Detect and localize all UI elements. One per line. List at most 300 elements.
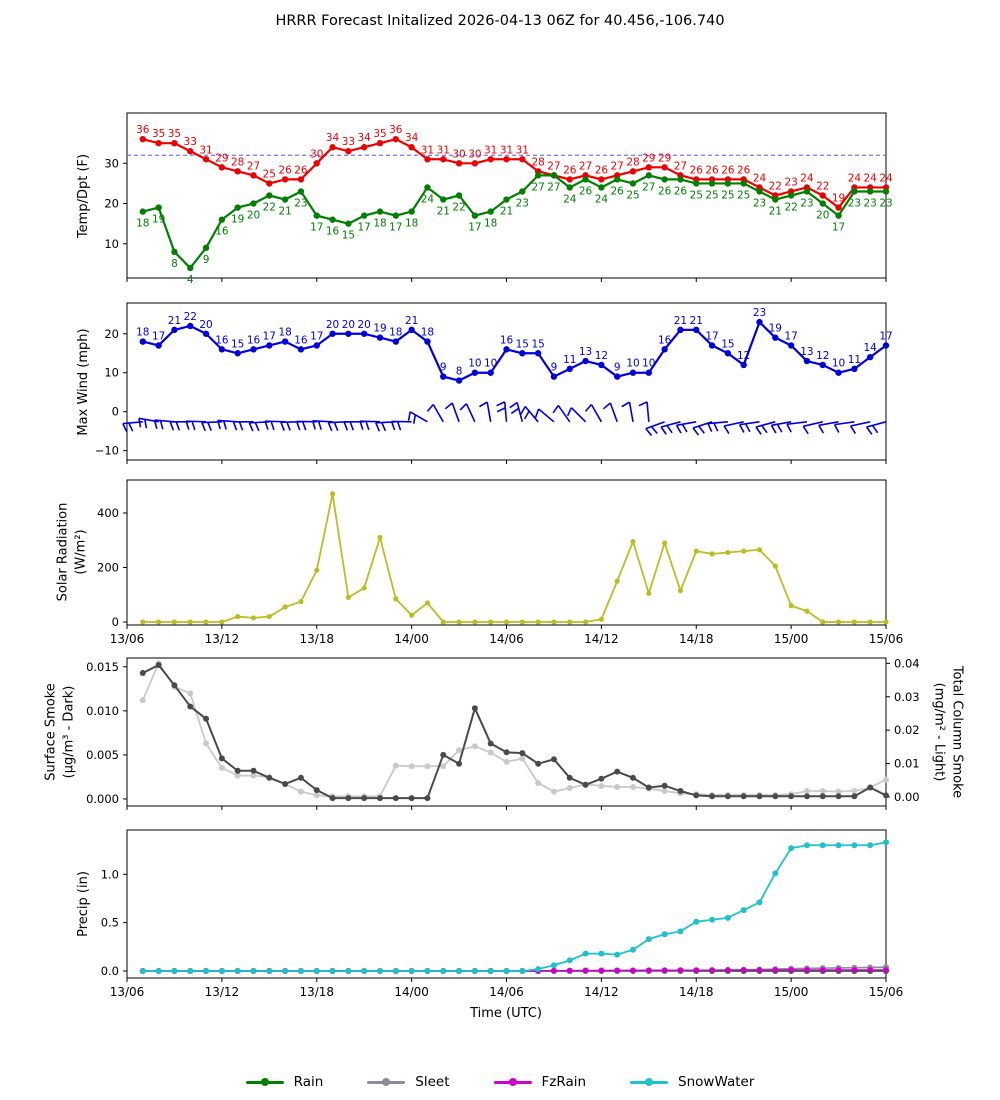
dewpoint-marker bbox=[567, 184, 573, 190]
temperature-value-label: 27 bbox=[547, 160, 561, 173]
surface-smoke-marker bbox=[345, 795, 351, 801]
max-wind-value-label: 17 bbox=[705, 330, 719, 343]
dewpoint-value-label: 26 bbox=[657, 185, 672, 198]
solar-radiation-marker bbox=[694, 549, 699, 554]
max-wind-marker bbox=[456, 377, 462, 383]
dewpoint-marker bbox=[219, 216, 225, 222]
dewpoint-value-label: 22 bbox=[262, 201, 276, 214]
wind-barb-flag bbox=[661, 427, 666, 434]
max-wind-value-label: 13 bbox=[800, 346, 814, 359]
temperature-value-label: 29 bbox=[642, 152, 656, 165]
temperature-marker bbox=[377, 140, 383, 146]
x-tick-label: 13/18 bbox=[299, 632, 335, 646]
solar-radiation-marker bbox=[709, 551, 714, 556]
surface-smoke-marker bbox=[472, 705, 478, 711]
wind-barb-flag bbox=[851, 426, 856, 434]
max-wind-value-label: 17 bbox=[151, 330, 166, 343]
temperature-value-label: 31 bbox=[436, 144, 450, 157]
max-wind-marker bbox=[867, 354, 873, 360]
dewpoint-value-label: 27 bbox=[531, 181, 545, 194]
sleet-line-swatch bbox=[367, 1081, 405, 1084]
temperature-value-label: 31 bbox=[515, 144, 529, 157]
surface-smoke-marker bbox=[598, 776, 604, 782]
wind-barb-flag bbox=[409, 412, 411, 421]
solar-radiation-marker bbox=[852, 619, 857, 624]
snowwater-marker bbox=[836, 842, 842, 848]
y-tick-label: 0.5 bbox=[100, 915, 119, 930]
dewpoint-value-label: 25 bbox=[689, 189, 703, 202]
max-wind-marker bbox=[677, 327, 683, 333]
surface-smoke-marker bbox=[393, 795, 399, 801]
column-smoke-marker bbox=[424, 763, 430, 769]
y-tick-label: 20 bbox=[104, 326, 119, 341]
temperature-marker bbox=[567, 176, 573, 182]
temperature-marker bbox=[519, 156, 525, 162]
legend-item-sleet bbox=[367, 1074, 449, 1090]
snowwater-line-swatch bbox=[630, 1081, 668, 1084]
dewpoint-marker bbox=[408, 208, 414, 214]
max-wind-value-label: 17 bbox=[784, 330, 798, 343]
max-wind-marker bbox=[820, 362, 826, 368]
surface-smoke-marker bbox=[330, 795, 336, 801]
solar-radiation-marker bbox=[203, 619, 208, 624]
y-tick-label: −10 bbox=[94, 443, 119, 458]
fzrain-marker bbox=[867, 967, 873, 973]
solar-radiation-marker bbox=[883, 619, 888, 624]
wind-barb-flag bbox=[123, 424, 127, 432]
dewpoint-value-label: 23 bbox=[863, 197, 877, 210]
max-wind-marker bbox=[234, 350, 240, 356]
max-wind-value-label: 21 bbox=[404, 314, 419, 327]
wind-barb-flag bbox=[224, 421, 226, 430]
solar-radiation-marker bbox=[646, 591, 651, 596]
y-tick-label: 10 bbox=[104, 365, 119, 380]
temperature-value-label: 35 bbox=[151, 128, 166, 141]
y-tick-label: 200 bbox=[97, 560, 119, 575]
surface-smoke-marker bbox=[772, 793, 778, 799]
time-axis-label: Time (UTC) bbox=[470, 1006, 542, 1021]
wind-barb-flag bbox=[714, 423, 718, 431]
wind-barb bbox=[610, 403, 617, 422]
dewpoint-value-label: 21 bbox=[278, 205, 292, 218]
temp-y-axis-label: Temp/Dpt (F) bbox=[76, 153, 92, 239]
wind-barb-flag bbox=[646, 429, 652, 436]
snowwater-marker bbox=[330, 968, 336, 974]
y-tick-label-right: 0.01 bbox=[894, 756, 920, 771]
x-tick-label: 15/06 bbox=[868, 632, 904, 646]
dewpoint-value-label: 17 bbox=[310, 221, 324, 234]
max-wind-value-label: 17 bbox=[310, 330, 324, 343]
max-wind-value-label: 20 bbox=[357, 318, 371, 331]
max-wind-marker bbox=[329, 331, 335, 337]
max-wind-marker bbox=[440, 373, 446, 379]
temperature-value-label: 23 bbox=[784, 176, 798, 189]
temperature-value-label: 27 bbox=[578, 160, 593, 173]
dewpoint-value-label: 20 bbox=[246, 209, 261, 222]
dewpoint-value-label: 27 bbox=[547, 181, 561, 194]
temperature-value-label: 31 bbox=[484, 144, 498, 157]
smoke-right-y-axis-label: Total Column Smoke (mg/m² - Light) bbox=[932, 665, 965, 799]
dewpoint-marker bbox=[314, 212, 320, 218]
solar-radiation-marker bbox=[140, 619, 145, 624]
wind-barb bbox=[591, 405, 601, 422]
surface-smoke-marker bbox=[788, 793, 794, 799]
surface-smoke-marker bbox=[883, 792, 889, 798]
max-wind-value-label: 9 bbox=[550, 361, 558, 374]
temperature-marker bbox=[329, 144, 335, 150]
temperature-value-label: 24 bbox=[863, 172, 877, 185]
max-wind-value-label: 16 bbox=[246, 334, 261, 347]
solar-radiation-marker bbox=[156, 619, 161, 624]
dewpoint-marker bbox=[582, 176, 588, 182]
wind-barb-flag bbox=[777, 424, 782, 432]
snowwater-marker bbox=[630, 947, 636, 953]
temperature-value-label: 22 bbox=[816, 180, 830, 193]
snowwater-marker bbox=[598, 951, 604, 957]
max-wind-marker bbox=[282, 338, 288, 344]
dewpoint-marker bbox=[535, 172, 541, 178]
dewpoint-marker bbox=[756, 188, 762, 194]
snowwater-marker bbox=[804, 842, 810, 848]
surface-smoke-marker bbox=[677, 788, 683, 794]
dewpoint-value-label: 26 bbox=[610, 185, 624, 198]
fzrain-marker bbox=[693, 967, 699, 973]
max-wind-marker bbox=[725, 350, 731, 356]
max-wind-value-label: 15 bbox=[531, 338, 545, 351]
solar-radiation-marker bbox=[820, 619, 825, 624]
max-wind-marker bbox=[614, 373, 620, 379]
surface-smoke-marker bbox=[314, 787, 320, 793]
temperature-value-label: 28 bbox=[231, 156, 245, 169]
wind-barb-flag bbox=[622, 402, 630, 407]
temperature-marker bbox=[661, 164, 667, 170]
solar-radiation-line bbox=[143, 494, 886, 622]
column-smoke-marker bbox=[409, 763, 415, 769]
max-wind-marker bbox=[693, 327, 699, 333]
legend-label-snowwater: SnowWater bbox=[678, 1074, 755, 1090]
temperature-marker bbox=[440, 156, 446, 162]
wind-barb-flag bbox=[376, 423, 380, 431]
temperature-value-label: 26 bbox=[689, 164, 703, 177]
wind-barb-flag bbox=[129, 423, 133, 431]
snowwater-marker bbox=[535, 966, 541, 972]
max-wind-value-label: 18 bbox=[389, 326, 403, 339]
snowwater-marker bbox=[345, 968, 351, 974]
temperature-value-label: 34 bbox=[325, 132, 340, 145]
solar-radiation-marker bbox=[615, 579, 620, 584]
max-wind-value-label: 12 bbox=[737, 349, 751, 362]
dewpoint-marker bbox=[361, 212, 367, 218]
dewpoint-value-label: 16 bbox=[325, 225, 340, 238]
max-wind-value-label: 15 bbox=[515, 338, 529, 351]
y-tick-label: 0.010 bbox=[86, 703, 119, 718]
x-tick-label: 14/06 bbox=[489, 985, 524, 999]
wind-barb-flag bbox=[682, 424, 687, 432]
max-wind-value-label: 14 bbox=[863, 342, 877, 355]
temperature-marker bbox=[203, 156, 209, 162]
wind-barb-flag bbox=[693, 428, 699, 435]
dewpoint-marker bbox=[551, 172, 557, 178]
max-wind-marker bbox=[140, 338, 146, 344]
wind-barb-flag bbox=[867, 427, 872, 434]
wind-barb-flag bbox=[398, 422, 401, 431]
surface-smoke-marker bbox=[646, 785, 652, 791]
solar-radiation-marker bbox=[741, 549, 746, 554]
temperature-value-label: 36 bbox=[389, 124, 403, 137]
snowwater-marker bbox=[788, 845, 794, 851]
max-wind-marker bbox=[155, 342, 161, 348]
wind-barb-flag bbox=[667, 425, 672, 432]
max-wind-value-label: 16 bbox=[294, 334, 308, 347]
max-wind-value-label: 10 bbox=[626, 357, 640, 370]
fzrain-marker bbox=[677, 967, 683, 973]
snowwater-marker bbox=[820, 842, 826, 848]
wind-barb-flag bbox=[835, 425, 839, 433]
fzrain-marker bbox=[804, 967, 810, 973]
solar-radiation-marker bbox=[488, 619, 493, 624]
wind-barb bbox=[433, 405, 443, 422]
surface-smoke-marker bbox=[504, 749, 510, 755]
wind-barb-flag bbox=[202, 423, 205, 431]
max-wind-value-label: 9 bbox=[439, 361, 447, 374]
max-wind-marker bbox=[519, 350, 525, 356]
wind-barb-flag bbox=[771, 425, 776, 433]
temperature-value-label: 36 bbox=[136, 124, 150, 137]
solar-radiation-marker bbox=[298, 599, 303, 604]
wind-barb bbox=[313, 421, 333, 422]
wind-barb-flag bbox=[479, 402, 487, 407]
surface-smoke-marker bbox=[187, 703, 193, 709]
max-wind-marker bbox=[551, 373, 557, 379]
wind-barb-flag bbox=[319, 421, 322, 430]
snowwater-marker bbox=[140, 968, 146, 974]
solar-radiation-marker bbox=[283, 604, 288, 609]
dewpoint-value-label: 17 bbox=[468, 221, 482, 234]
surface-smoke-marker bbox=[488, 740, 494, 746]
temperature-marker bbox=[393, 136, 399, 142]
max-wind-marker bbox=[203, 331, 209, 337]
solar-radiation-marker bbox=[504, 619, 509, 624]
max-wind-value-label: 18 bbox=[420, 326, 435, 339]
column-smoke-marker bbox=[187, 690, 193, 696]
column-smoke-marker bbox=[488, 750, 494, 756]
dewpoint-marker bbox=[472, 212, 478, 218]
max-wind-marker bbox=[772, 334, 778, 340]
max-wind-value-label: 20 bbox=[341, 318, 356, 331]
dewpoint-value-label: 17 bbox=[831, 221, 846, 234]
snowwater-marker bbox=[409, 968, 415, 974]
wind-y-axis-label: Max Wind (mph) bbox=[76, 328, 92, 436]
wind-barb-flag bbox=[287, 422, 290, 430]
snowwater-marker bbox=[156, 968, 162, 974]
wind-barb-flag bbox=[553, 405, 558, 412]
temperature-value-label: 29 bbox=[657, 152, 672, 165]
y-tick-label-right: 0.02 bbox=[894, 723, 920, 738]
temperature-value-label: 29 bbox=[215, 152, 229, 165]
fzrain-marker bbox=[709, 967, 715, 973]
solar-radiation-marker bbox=[409, 613, 414, 618]
wind-barb bbox=[539, 409, 554, 422]
max-wind-marker bbox=[408, 327, 414, 333]
y-tick-label: 400 bbox=[97, 505, 119, 520]
wind-barb-flag bbox=[445, 403, 452, 409]
y-tick-label: 30 bbox=[104, 156, 119, 171]
temperature-marker bbox=[835, 204, 841, 210]
solar-radiation-marker bbox=[188, 619, 193, 624]
solar-radiation-marker bbox=[314, 568, 319, 573]
temperature-value-label: 34 bbox=[357, 132, 371, 145]
fzrain-marker bbox=[757, 967, 763, 973]
dewpoint-marker bbox=[424, 184, 430, 190]
solar-y-axis-label: Solar Radiation (W/m²) bbox=[55, 502, 88, 602]
solar-radiation-marker bbox=[551, 619, 556, 624]
dewpoint-value-label: 24 bbox=[594, 193, 609, 206]
solar-radiation-marker bbox=[377, 535, 382, 540]
fzrain-marker bbox=[772, 967, 778, 973]
snowwater-marker bbox=[725, 915, 731, 921]
temperature-marker bbox=[234, 168, 240, 174]
max-wind-marker bbox=[661, 346, 667, 352]
y-tick-label: 0.000 bbox=[86, 791, 119, 806]
x-tick-label: 14/12 bbox=[584, 632, 619, 646]
temperature-marker bbox=[171, 140, 177, 146]
dewpoint-value-label: 25 bbox=[626, 189, 640, 202]
surface-smoke-marker bbox=[851, 793, 857, 799]
dewpoint-marker bbox=[203, 245, 209, 251]
temperature-value-label: 24 bbox=[847, 172, 862, 185]
max-wind-value-label: 11 bbox=[563, 353, 577, 366]
wind-barb-flag bbox=[568, 408, 572, 416]
max-wind-value-label: 21 bbox=[673, 314, 688, 327]
max-wind-value-label: 23 bbox=[752, 307, 767, 320]
wind-barb-flag bbox=[281, 422, 284, 430]
max-wind-value-label: 12 bbox=[594, 349, 609, 362]
max-wind-value-label: 21 bbox=[689, 314, 703, 327]
max-wind-marker bbox=[266, 342, 272, 348]
temperature-value-label: 31 bbox=[420, 144, 435, 157]
dewpoint-marker bbox=[693, 180, 699, 186]
max-wind-value-label: 11 bbox=[847, 353, 862, 366]
max-wind-marker bbox=[883, 342, 889, 348]
smoke-panel-frame bbox=[127, 658, 886, 806]
temperature-value-label: 33 bbox=[183, 136, 197, 149]
x-tick-label: 14/18 bbox=[678, 985, 714, 999]
surface-smoke-marker bbox=[140, 670, 146, 676]
y-tick-label: 10 bbox=[104, 236, 119, 251]
max-wind-value-label: 22 bbox=[183, 310, 197, 323]
temperature-marker bbox=[187, 148, 193, 154]
snowwater-marker bbox=[456, 968, 462, 974]
max-wind-value-label: 16 bbox=[215, 334, 229, 347]
max-wind-value-label: 20 bbox=[325, 318, 340, 331]
surface-smoke-marker bbox=[156, 662, 162, 668]
solar-radiation-marker bbox=[662, 540, 667, 545]
wind-barb-flag bbox=[271, 421, 274, 430]
max-wind-value-label: 16 bbox=[499, 334, 514, 347]
solar-radiation-marker bbox=[441, 619, 446, 624]
dewpoint-marker bbox=[187, 265, 193, 271]
column-smoke-marker bbox=[393, 763, 399, 769]
wind-barb-flag bbox=[176, 422, 179, 430]
surface-smoke-marker bbox=[820, 793, 826, 799]
wind-barb-flag bbox=[677, 425, 682, 433]
snowwater-marker bbox=[709, 917, 715, 923]
solar-radiation-marker bbox=[630, 539, 635, 544]
max-wind-marker bbox=[393, 338, 399, 344]
temperature-marker bbox=[646, 164, 652, 170]
temperature-value-label: 24 bbox=[879, 172, 893, 185]
dewpoint-value-label: 8 bbox=[171, 257, 178, 270]
column-smoke-marker bbox=[298, 789, 304, 795]
max-wind-value-label: 20 bbox=[199, 318, 213, 331]
dewpoint-value-label: 26 bbox=[578, 185, 593, 198]
max-wind-marker bbox=[535, 350, 541, 356]
wind-barb-flag bbox=[255, 423, 259, 431]
snowwater-marker bbox=[867, 842, 873, 848]
dewpoint-marker bbox=[709, 180, 715, 186]
surface-smoke-marker bbox=[836, 793, 842, 799]
x-tick-label: 14/18 bbox=[678, 632, 714, 646]
temperature-marker bbox=[820, 192, 826, 198]
dewpoint-marker bbox=[171, 249, 177, 255]
column-smoke-marker bbox=[219, 765, 225, 771]
wind-barb bbox=[360, 421, 380, 422]
y-tick-label-right: 0.04 bbox=[894, 656, 920, 671]
max-wind-value-label: 12 bbox=[816, 349, 830, 362]
dewpoint-value-label: 24 bbox=[420, 193, 435, 206]
dewpoint-value-label: 25 bbox=[721, 189, 735, 202]
snowwater-marker bbox=[266, 968, 272, 974]
temperature-marker bbox=[345, 148, 351, 154]
temperature-value-label: 27 bbox=[610, 160, 624, 173]
fzrain-marker bbox=[551, 968, 557, 974]
fzrain-line-swatch bbox=[494, 1081, 532, 1084]
solar-radiation-marker bbox=[393, 596, 398, 601]
temperature-marker bbox=[250, 172, 256, 178]
temperature-marker bbox=[155, 140, 161, 146]
surface-smoke-marker bbox=[741, 793, 747, 799]
column-smoke-marker bbox=[504, 759, 510, 765]
surface-smoke-marker bbox=[203, 716, 209, 722]
solar-radiation-marker bbox=[868, 619, 873, 624]
surface-smoke-marker bbox=[298, 775, 304, 781]
wind-barb-flag bbox=[334, 422, 337, 430]
wind-barb-flag bbox=[366, 421, 369, 430]
dewpoint-marker bbox=[630, 180, 636, 186]
wind-barb-flag bbox=[699, 426, 705, 433]
dewpoint-value-label: 18 bbox=[373, 217, 387, 230]
dewpoint-value-label: 21 bbox=[436, 205, 450, 218]
wind-barb bbox=[487, 402, 490, 422]
x-tick-label: 13/12 bbox=[204, 632, 240, 646]
dewpoint-marker bbox=[883, 188, 889, 194]
solar-radiation-marker bbox=[362, 585, 367, 590]
temperature-marker bbox=[408, 144, 414, 150]
dewpoint-marker bbox=[377, 208, 383, 214]
max-wind-value-label: 15 bbox=[721, 338, 735, 351]
fzrain-marker bbox=[614, 967, 620, 973]
snowwater-marker bbox=[693, 919, 699, 925]
column-smoke-marker bbox=[614, 784, 620, 790]
wind-barb-flag bbox=[192, 421, 195, 430]
dewpoint-marker bbox=[851, 188, 857, 194]
dewpoint-value-label: 17 bbox=[389, 221, 403, 234]
snowwater-line bbox=[143, 842, 886, 971]
x-tick-label: 13/06 bbox=[109, 985, 145, 999]
column-smoke-marker bbox=[314, 792, 320, 798]
max-wind-marker bbox=[598, 362, 604, 368]
dewpoint-marker bbox=[519, 188, 525, 194]
